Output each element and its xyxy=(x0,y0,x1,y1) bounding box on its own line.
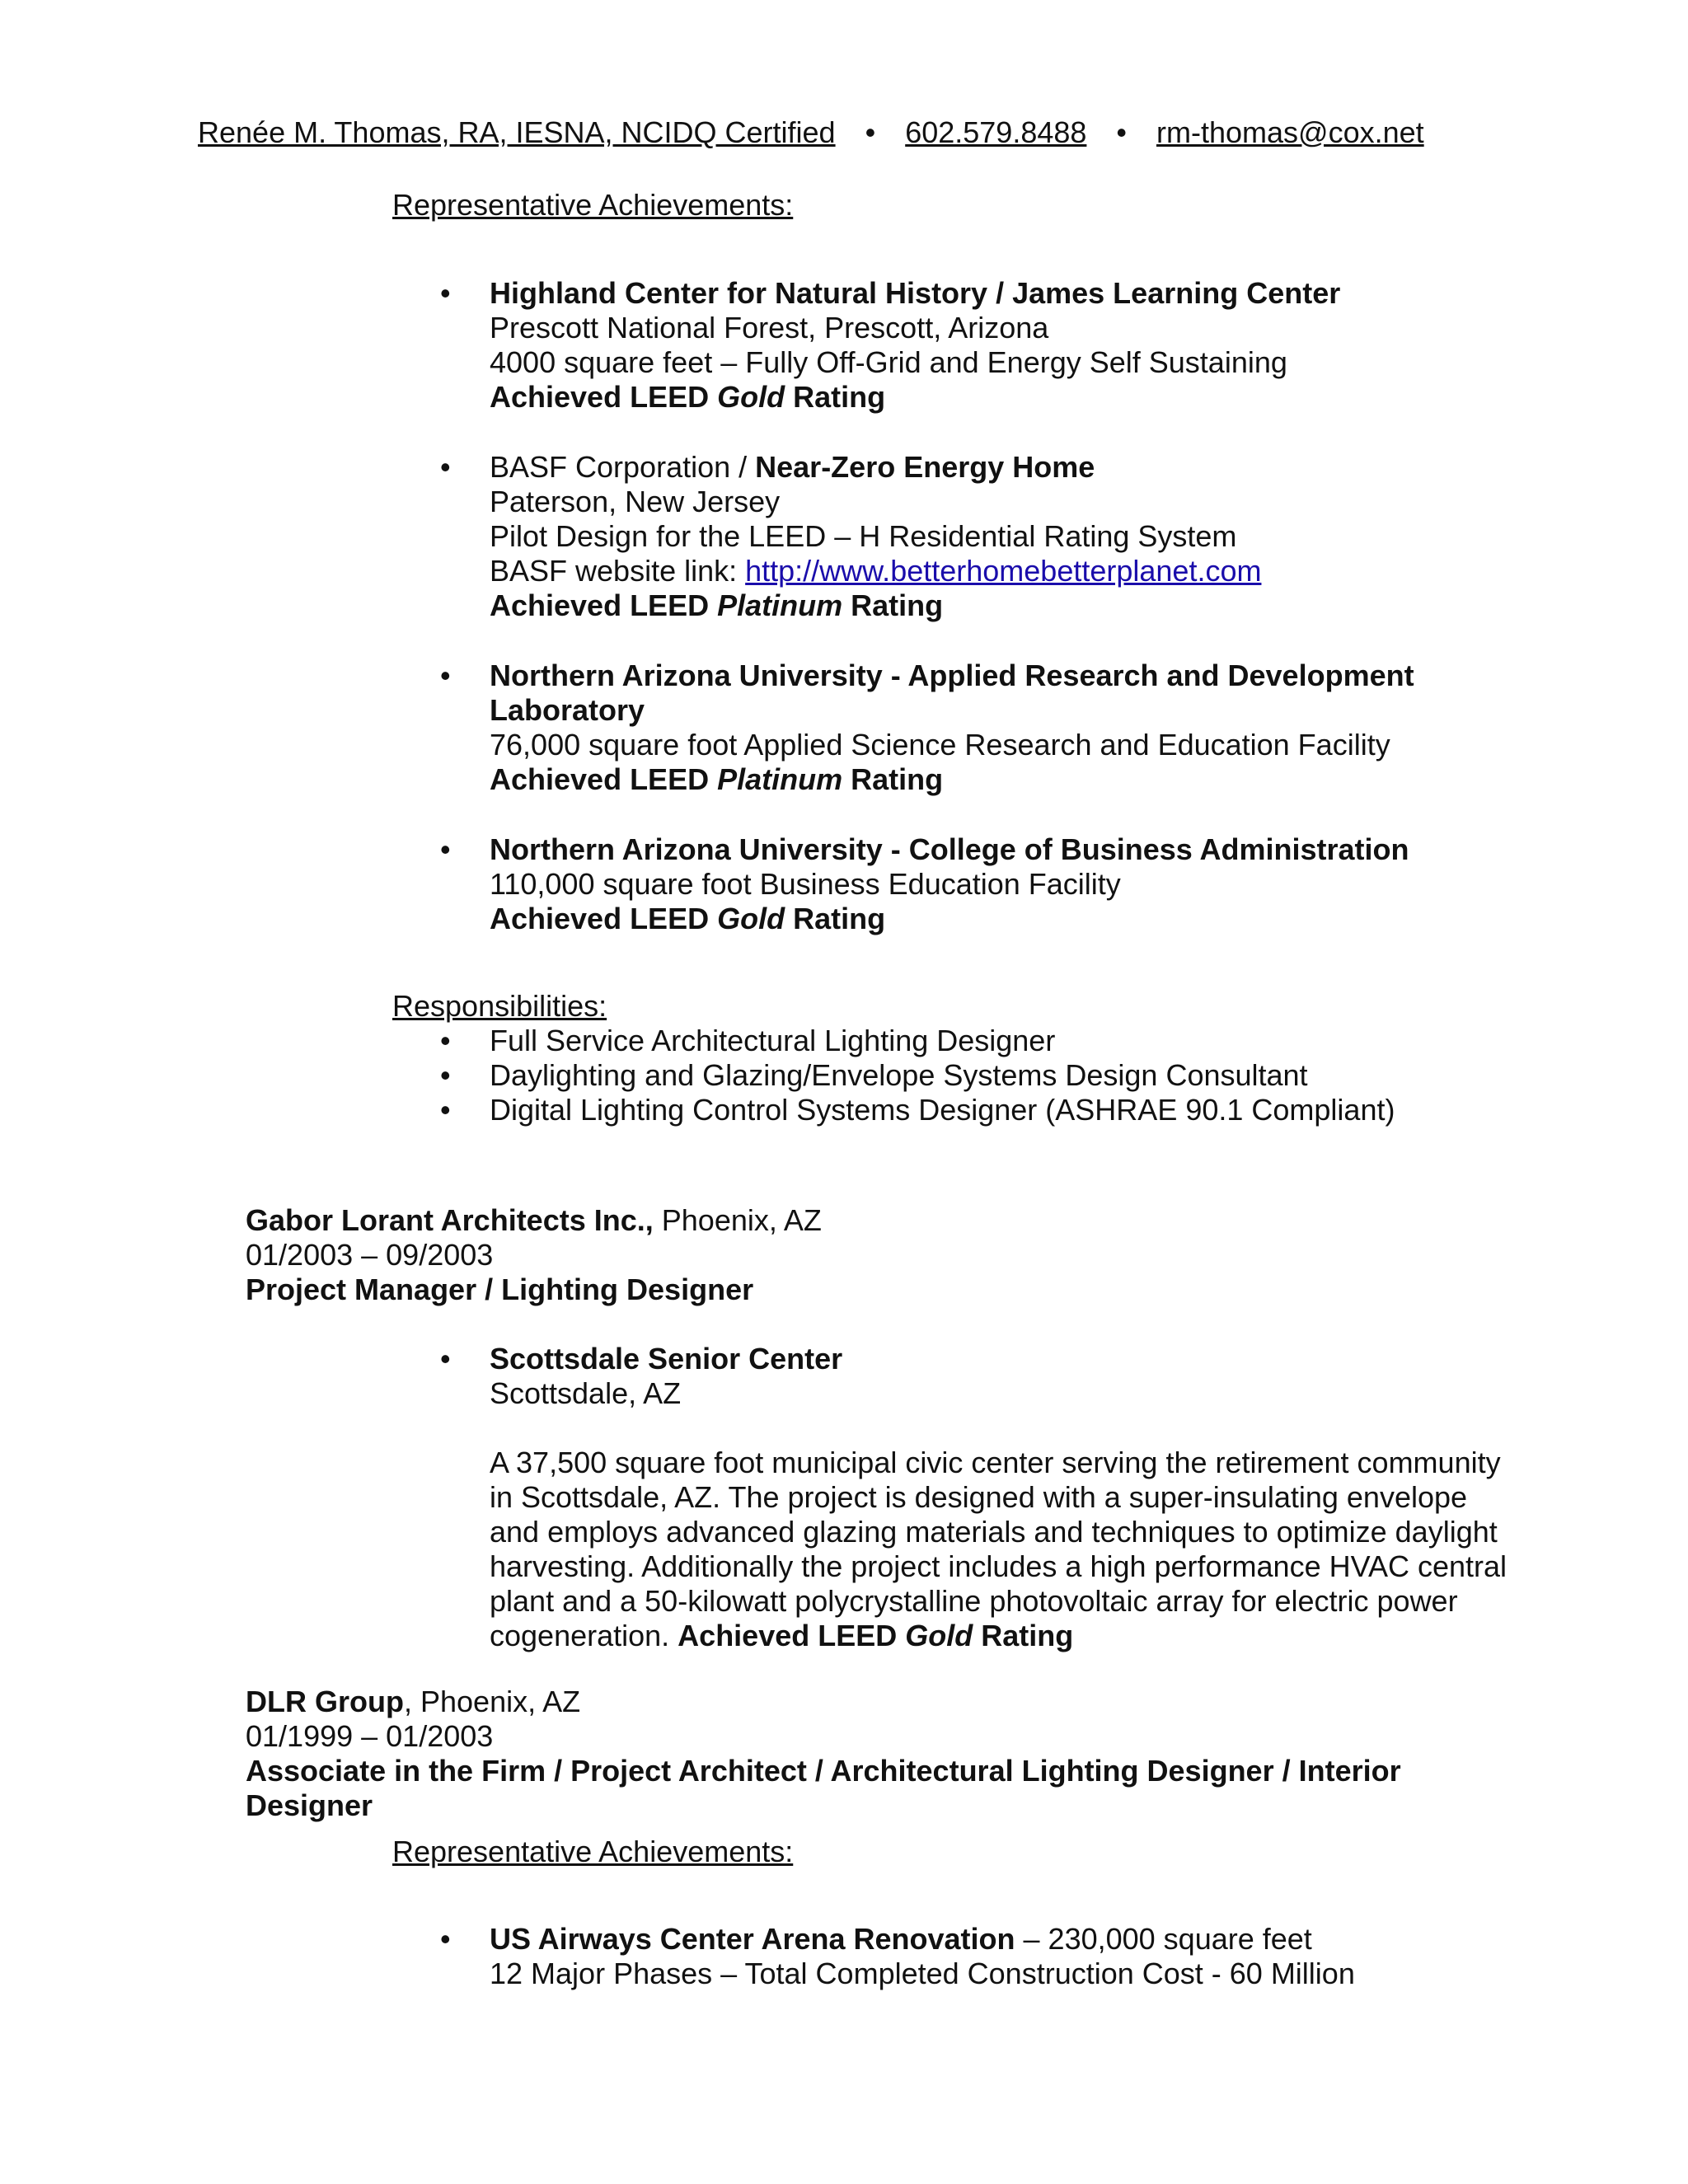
bullet: • xyxy=(440,1922,451,1956)
link-label: BASF website link: xyxy=(490,554,746,588)
achievement-detail: Pilot Design for the LEED – H Residential Rating System xyxy=(490,519,1237,553)
list-item: • Full Service Architectural Lighting Designer xyxy=(440,1024,1056,1057)
job-company: DLR Group, Phoenix, AZ xyxy=(246,1685,581,1718)
header-separator: • xyxy=(1116,115,1128,149)
website-link[interactable]: http://www.betterhomebetterplanet.com xyxy=(745,554,1262,588)
job-dlr-group xyxy=(246,1685,1482,1823)
achievement-item xyxy=(440,658,1536,797)
bullet: • xyxy=(440,658,451,692)
header-separator: • xyxy=(865,115,876,149)
achievement-item xyxy=(440,1342,1536,1653)
achievement-title: Northern Arizona University - Applied Research and Development xyxy=(490,658,1414,692)
achievement-detail: 4000 square feet – Fully Off-Grid and Energy Self Sustaining xyxy=(490,345,1287,379)
project-title: Scottsdale Senior Center xyxy=(490,1342,843,1376)
achievement-item xyxy=(440,276,1536,415)
project-title: US Airways Center Arena Renovation – 230,000 square feet xyxy=(490,1922,1312,1956)
list-item: • Daylighting and Glazing/Envelope Systems Design Consultant xyxy=(440,1058,1308,1092)
job-title: Project Manager / Lighting Designer xyxy=(246,1272,754,1306)
achievement-item xyxy=(440,1922,1536,1991)
rating-level: Platinum xyxy=(717,762,843,796)
achievement-detail: 76,000 square foot Applied Science Research and Education Facility xyxy=(490,728,1390,762)
achievements-label: Representative Achievements: xyxy=(392,188,794,222)
achievement-title: Highland Center for Natural History / James Learning Center xyxy=(490,276,1341,310)
achievement-location: Paterson, New Jersey xyxy=(490,485,781,518)
rating-level: Platinum xyxy=(717,588,843,622)
achievement-location: Prescott National Forest, Prescott, Arizona xyxy=(490,311,1049,344)
job-company: Gabor Lorant Architects Inc., Phoenix, AZ xyxy=(246,1203,822,1237)
achievement-title: Northern Arizona University - College of Business Administration xyxy=(490,832,1409,866)
list-item: • Digital Lighting Control Systems Designer (ASHRAE 90.1 Compliant) xyxy=(440,1093,1395,1127)
project-location: Scottsdale, AZ xyxy=(490,1376,682,1410)
rating-level: Gold xyxy=(717,902,785,935)
contact-name: Renée M. Thomas, RA, IESNA, NCIDQ Certified xyxy=(198,115,836,149)
bullet: • xyxy=(440,1342,451,1376)
achievement-link-line xyxy=(490,554,1536,588)
achievement-title-cont: Laboratory xyxy=(490,693,645,727)
rating-level: Gold xyxy=(905,1619,973,1652)
bullet: • xyxy=(440,276,451,310)
job-gabor-lorant xyxy=(246,1203,1482,1307)
bullet: • xyxy=(440,450,451,484)
job-dates: 01/1999 – 01/2003 xyxy=(246,1719,494,1753)
contact-header xyxy=(198,115,1484,150)
bullet: • xyxy=(440,1093,451,1127)
achievement-item xyxy=(440,832,1536,936)
achievements-label: Representative Achievements: xyxy=(392,1835,794,1868)
job-title: Associate in the Firm / Project Architect / Architectural Lighting Designer / Interior Designer xyxy=(246,1754,1401,1822)
achievement-item xyxy=(440,450,1536,623)
rating-level: Gold xyxy=(717,380,785,414)
responsibilities-label: Responsibilities: xyxy=(392,989,607,1023)
responsibilities-list xyxy=(440,1024,1536,1127)
project-detail: 12 Major Phases – Total Completed Construction Cost - 60 Million xyxy=(490,1957,1355,1990)
achievement-detail: 110,000 square foot Business Education Facility xyxy=(490,867,1121,901)
achievement-rating: Achieved LEED Gold Rating xyxy=(490,380,886,414)
project-description: A 37,500 square foot municipal civic center serving the retirement community in Scottsdale, AZ. The project is designed with a super-insulating envelope and employs advanced glazing materials and techniques to optimize daylight harvesting. Additionally the project includes a high performance HVAC central plant and a 50-kilowatt polycrystalline photovoltaic array for electric power cogeneration. Achieved LEED Gold Rating xyxy=(490,1446,1507,1652)
contact-phone: 602.579.8488 xyxy=(905,115,1087,149)
bullet: • xyxy=(440,832,451,866)
contact-email[interactable]: rm-thomas@cox.net xyxy=(1156,115,1424,149)
achievement-rating: Achieved LEED Gold Rating xyxy=(490,902,886,935)
job-dates: 01/2003 – 09/2003 xyxy=(246,1238,494,1272)
bullet: • xyxy=(440,1058,451,1092)
bullet: • xyxy=(440,1024,451,1057)
achievement-title: BASF Corporation / Near-Zero Energy Home xyxy=(490,450,1095,484)
achievement-rating: Achieved LEED Platinum Rating xyxy=(490,762,944,796)
achievement-rating: Achieved LEED Platinum Rating xyxy=(490,588,944,622)
